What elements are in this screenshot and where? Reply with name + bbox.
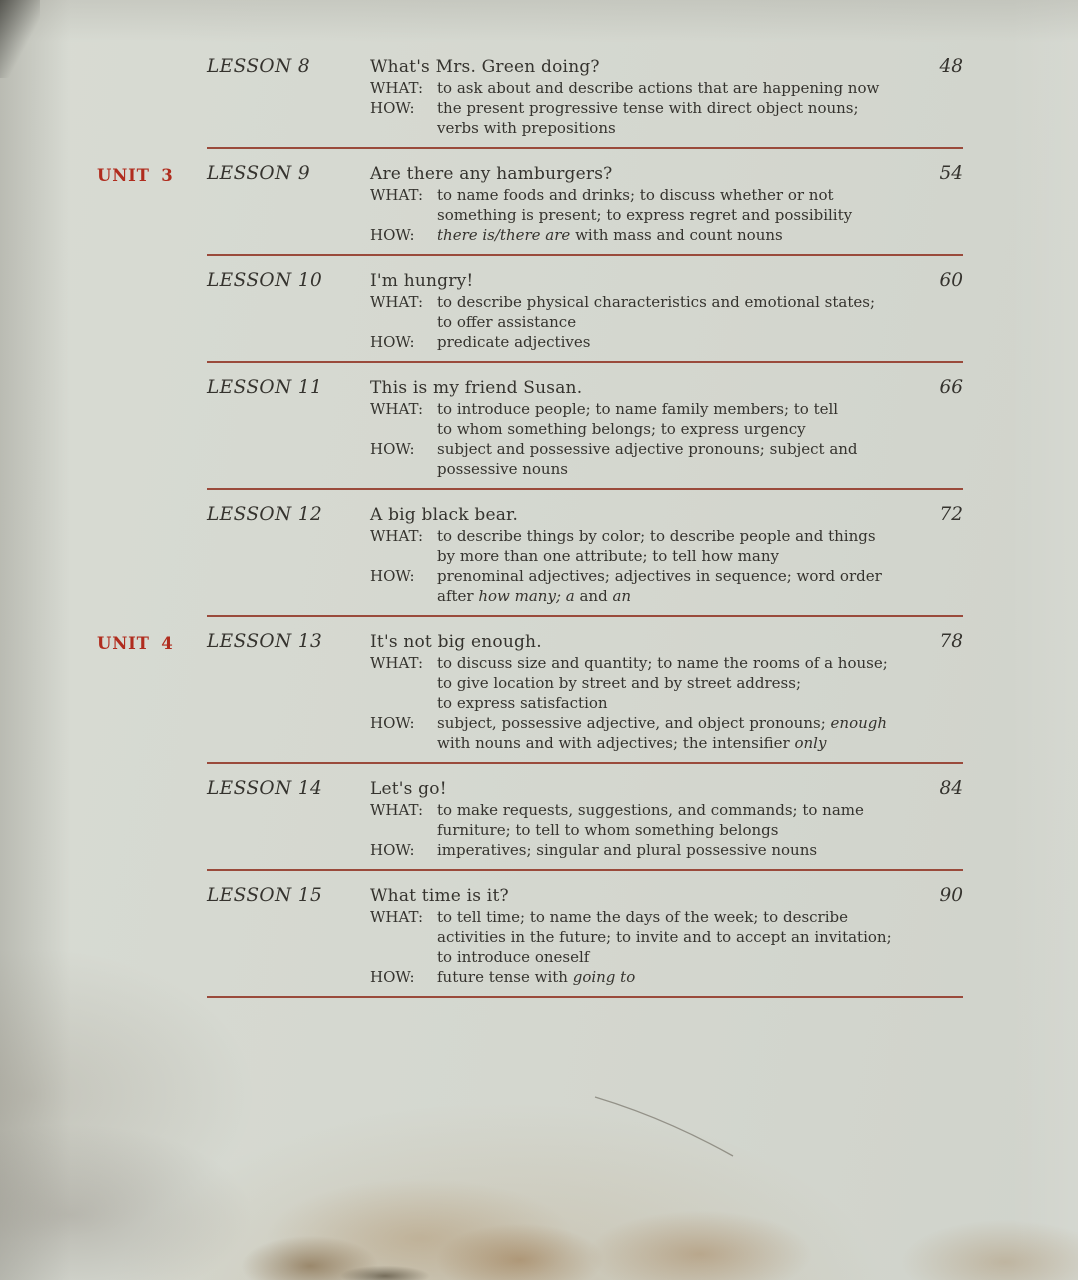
how-label: HOW:: [370, 841, 415, 859]
description-line: to describe things by color; to describe people and things: [437, 527, 876, 545]
entry-content: [370, 885, 963, 987]
scan-corner-shadow: [0, 0, 40, 78]
how-row: [370, 840, 963, 860]
lesson-label: LESSON 8: [207, 56, 311, 77]
description-line: verbs with prepositions: [437, 119, 616, 137]
how-text: [437, 713, 963, 753]
title-row: [370, 163, 963, 185]
lesson-title: What's Mrs. Green doing?: [370, 57, 600, 77]
description-line: predicate adjectives: [437, 333, 591, 351]
description-line: with nouns and with adjectives; the intensifier only: [437, 734, 827, 752]
how-row: [370, 713, 963, 753]
what-label: WHAT:: [370, 908, 424, 926]
page-number: 90: [939, 885, 963, 906]
entry-content: [370, 631, 963, 753]
how-text: [437, 967, 963, 987]
description-line: future tense with going to: [437, 968, 636, 986]
description-line: subject, possessive adjective, and object pronouns; enough: [437, 714, 888, 732]
what-row: [370, 399, 963, 439]
description-line: there is/there are with mass and count nouns: [437, 226, 783, 244]
page-number: 72: [939, 504, 963, 525]
what-label: WHAT:: [370, 186, 424, 204]
description-line: imperatives; singular and plural possessive nouns: [437, 841, 818, 859]
entry-content: [370, 270, 963, 352]
lesson-title: A big black bear.: [370, 505, 519, 525]
how-text: [437, 225, 963, 245]
lesson-title: Let's go!: [370, 779, 447, 799]
lesson-label: LESSON 13: [207, 631, 323, 652]
what-text: [437, 292, 963, 332]
how-row: [370, 439, 963, 479]
title-row: [370, 631, 963, 653]
toc-entry: [207, 50, 963, 149]
lesson-title: What time is it?: [370, 886, 509, 906]
what-text: [437, 907, 963, 967]
entry-content: [370, 778, 963, 860]
what-row: [370, 292, 963, 332]
how-label: HOW:: [370, 714, 415, 732]
how-label: HOW:: [370, 333, 415, 351]
lesson-label: LESSON 12: [207, 504, 323, 525]
description-line: to discuss size and quantity; to name the rooms of a house;: [437, 654, 888, 672]
entry-content: [370, 56, 963, 138]
description-line: to make requests, suggestions, and commands; to name: [437, 801, 864, 819]
how-text: [437, 439, 963, 479]
how-text: [437, 98, 963, 138]
title-row: [370, 885, 963, 907]
toc-list: [97, 50, 963, 998]
toc-entry: [97, 149, 963, 256]
description-line: to whom something belongs; to express urgency: [437, 420, 806, 438]
description-line: to ask about and describe actions that are happening now: [437, 79, 880, 97]
page-number: 60: [939, 270, 963, 291]
lesson-title: Are there any hamburgers?: [370, 164, 613, 184]
title-row: [370, 56, 963, 78]
title-row: [370, 778, 963, 800]
lesson-label: LESSON 15: [207, 885, 323, 906]
how-row: [370, 225, 963, 245]
description-line: to introduce people; to name family members; to tell: [437, 400, 839, 418]
lesson-title: It's not big enough.: [370, 632, 542, 652]
lesson-title: This is my friend Susan.: [370, 378, 583, 398]
title-row: [370, 377, 963, 399]
toc-entry: [207, 490, 963, 617]
how-label: HOW:: [370, 226, 415, 244]
entry-content: [370, 377, 963, 479]
what-label: WHAT:: [370, 654, 424, 672]
what-text: [437, 78, 963, 98]
what-row: [370, 907, 963, 967]
what-row: [370, 800, 963, 840]
toc-entry: [207, 256, 963, 363]
what-label: WHAT:: [370, 801, 424, 819]
description-line: to describe physical characteristics and emotional states;: [437, 293, 875, 311]
what-label: WHAT:: [370, 400, 424, 418]
how-row: [370, 332, 963, 352]
toc-entry: [207, 871, 963, 998]
description-line: to tell time; to name the days of the week; to describe: [437, 908, 848, 926]
how-label: HOW:: [370, 567, 415, 585]
unit-label: UNIT 4: [97, 634, 174, 653]
lesson-label: LESSON 9: [207, 163, 311, 184]
description-line: activities in the future; to invite and to accept an invitation;: [437, 928, 892, 946]
how-row: [370, 98, 963, 138]
page-number: 48: [939, 56, 963, 77]
description-line: by more than one attribute; to tell how many: [437, 547, 779, 565]
unit-label: UNIT 3: [97, 166, 174, 185]
what-row: [370, 653, 963, 713]
page-number: 78: [939, 631, 963, 652]
description-line: after how many; a and an: [437, 587, 632, 605]
what-row: [370, 185, 963, 225]
how-text: [437, 840, 963, 860]
lesson-label: LESSON 11: [207, 377, 323, 398]
lesson-title: I'm hungry!: [370, 271, 474, 291]
toc-entry: [97, 617, 963, 764]
how-text: [437, 566, 963, 606]
scratch-mark: [585, 1088, 765, 1178]
description-line: possessive nouns: [437, 460, 568, 478]
what-label: WHAT:: [370, 527, 424, 545]
description-line: to express satisfaction: [437, 694, 608, 712]
lesson-label: LESSON 14: [207, 778, 323, 799]
how-label: HOW:: [370, 440, 415, 458]
description-line: to give location by street and by street address;: [437, 674, 801, 692]
how-row: [370, 566, 963, 606]
what-label: WHAT:: [370, 79, 424, 97]
description-line: the present progressive tense with direct object nouns;: [437, 99, 859, 117]
description-line: furniture; to tell to whom something belongs: [437, 821, 779, 839]
page-number: 66: [939, 377, 963, 398]
page-number: 54: [939, 163, 963, 184]
how-row: [370, 967, 963, 987]
what-row: [370, 526, 963, 566]
what-row: [370, 78, 963, 98]
description-line: something is present; to express regret and possibility: [437, 206, 853, 224]
lesson-label: LESSON 10: [207, 270, 323, 291]
title-row: [370, 504, 963, 526]
description-line: to name foods and drinks; to discuss whether or not: [437, 186, 834, 204]
what-label: WHAT:: [370, 293, 424, 311]
toc-entry: [207, 764, 963, 871]
toc-entry: [207, 363, 963, 490]
how-text: [437, 332, 963, 352]
what-text: [437, 526, 963, 566]
description-line: prenominal adjectives; adjectives in sequence; word order: [437, 567, 882, 585]
page-number: 84: [939, 778, 963, 799]
description-line: to introduce oneself: [437, 948, 590, 966]
entry-content: [370, 504, 963, 606]
what-text: [437, 653, 963, 713]
title-row: [370, 270, 963, 292]
description-line: to offer assistance: [437, 313, 577, 331]
what-text: [437, 800, 963, 840]
entry-content: [370, 163, 963, 245]
what-text: [437, 399, 963, 439]
how-label: HOW:: [370, 968, 415, 986]
what-text: [437, 185, 963, 225]
how-label: HOW:: [370, 99, 415, 117]
description-line: subject and possessive adjective pronouns; subject and: [437, 440, 858, 458]
